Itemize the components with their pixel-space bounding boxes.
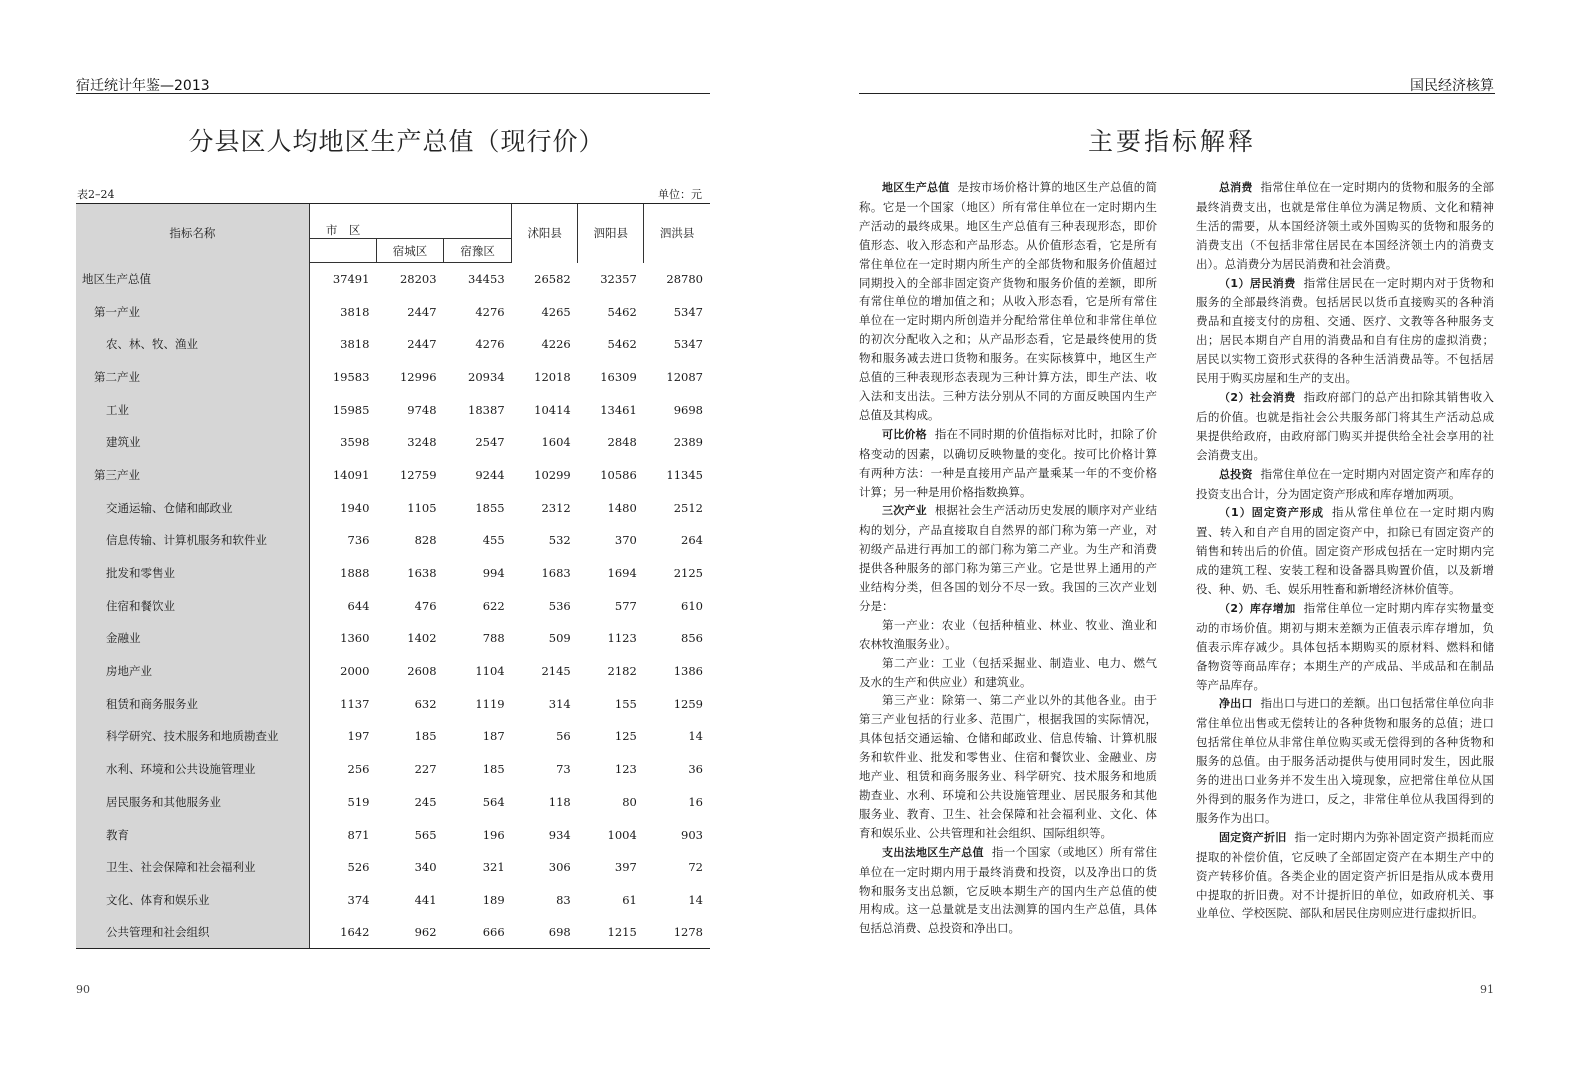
term-keyword: 净出口 [1219,697,1253,711]
right-page [793,0,1587,1077]
definition-text: 指政府部门的总产出扣除其销售收入后的价值。也就是指社会公共服务部门将其生产活动总成果提供给政府，由政府部门购买并提供给全社会享用的社会消费支出。 [1196,389,1495,462]
row-value: 185 [482,762,505,777]
row-value: 2447 [407,304,437,319]
row-value: 4265 [541,304,571,319]
row-value: 532 [548,533,571,548]
definition-paragraph [859,178,1157,425]
row-value: 125 [614,729,637,744]
definition-text: 指常住单位在一定时期内的货物和服务的全部最终消费支出，也就是常住单位为满足物质、文化和精神生活的需要，从本国经济领土或外国购买的货物和服务的消费支出（不包括非常住居民在本国经济领土内的消费支出）。总消费分为居民消费和社会消费。 [1196,180,1494,271]
text-column-2 [1196,178,1494,923]
term-keyword: 支出法地区生产总值 [882,845,984,859]
definition-text: 指出口与进口的差额。出口包括常住单位向非常住单位出售或无偿转让的各种货物和服务的总值；进口包括常住单位从非常住单位购买或无偿得到的各种货物和服务的总值。由于服务活动提供与使用同时发生，因此服务的进出口业务并不发生出入境现象，应把常住单位从国外得到的服务作为进口，反之，非常住单位从我国得到的服务作为出口。 [1196,696,1494,825]
table-row [76,557,710,590]
row-value: 1402 [407,631,437,646]
definition-text: 指常住单位在一定时期内对固定资产和库存的投资支出合计，分为固定资产形成和库存增加两项。 [1196,466,1494,501]
row-indicator-name: 工业 [76,393,309,426]
gdp-per-capita-table [76,203,710,949]
row-value: 3818 [340,337,370,352]
table-row [76,655,710,688]
table-row [76,687,710,720]
row-value: 1638 [407,566,437,581]
row-indicator-name: 第一产业 [76,295,309,328]
definition-paragraph [1196,828,1494,924]
row-value: 1855 [475,500,505,515]
row-value: 736 [347,533,370,548]
row-value: 1888 [340,566,370,581]
header-rule-left [76,93,710,94]
row-indicator-name: 居民服务和其他服务业 [76,786,309,819]
row-value: 2389 [673,435,703,450]
row-value: 197 [347,729,370,744]
row-value: 314 [548,696,571,711]
row-value: 2125 [673,566,703,581]
row-value: 256 [347,762,370,777]
definition-paragraph [1196,694,1494,827]
row-value: 632 [414,696,437,711]
table-row [76,491,710,524]
table-row [76,361,710,394]
row-value: 1360 [340,631,370,646]
definition-text: 第三产业：除第一、第二产业以外的其他各业。由于第三产业包括的行业多、范围广，根据我国的实际情况，具体包括交通运输、仓储和邮政业、信息传输、计算机服务和软件业、批发和零售业、住宿和餐饮业、金融业、房地产业、租赁和商务服务业、科学研究、技术服务和地质勘查业、水利、环境和公共设施管理业、居民服务和其他服务业、教育、卫生、社会保障和社会福利业、文化、体育和娱乐业、公共管理和社会组织、国际组织等。 [859,693,1157,840]
table-code: 表2–24 [77,188,115,201]
row-value: 227 [414,762,437,777]
row-value: 1215 [578,916,644,949]
row-value: 1278 [644,916,710,949]
definition-paragraph [859,425,1157,502]
row-value: 56 [556,729,571,744]
header-district-2: 宿豫区 [444,239,512,263]
row-value: 5347 [673,304,703,319]
row-value: 16 [688,794,703,809]
row-indicator-name: 信息传输、计算机服务和软件业 [76,524,309,557]
header-indicator-name: 指标名称 [76,204,309,263]
row-value: 476 [414,598,437,613]
row-value: 2145 [541,664,571,679]
row-indicator-name: 第三产业 [76,459,309,492]
row-value: 32357 [600,271,637,286]
row-value: 828 [414,533,437,548]
table-row [76,753,710,786]
row-value: 1604 [541,435,571,450]
term-keyword: 地区生产总值 [882,181,950,194]
row-indicator-name: 建筑业 [76,426,309,459]
row-value: 12759 [399,467,437,482]
definition-paragraph [1196,388,1494,465]
row-indicator-name: 教育 [76,818,309,851]
row-value: 2447 [407,337,437,352]
row-value: 9748 [407,402,437,417]
definition-text: 指一个国家（或地区）所有常住单位在一定时期内用于最终消费和投资，以及净出口的货物和服务支出总额，它反映本期生产的国内生产总值的使用构成。这一总量就是支出法测算的国内生产总值，具体包括总消费、总投资和净出口。 [859,844,1158,936]
row-value: 72 [688,860,703,875]
row-value: 10414 [534,402,571,417]
row-value: 1386 [673,664,703,679]
row-value: 509 [548,631,571,646]
row-indicator-name: 第二产业 [76,361,309,394]
header-city-total-spacer [309,239,376,263]
table-row [76,884,710,917]
row-value: 370 [614,533,637,548]
row-value: 5462 [607,304,637,319]
row-value: 1259 [673,696,703,711]
row-value: 644 [347,598,370,613]
term-keyword: 固定资产折旧 [1219,830,1287,844]
row-value: 73 [556,762,571,777]
definition-text: 指常住居民在一定时期内对于货物和服务的全部最终消费。包括居民以货币直接购买的各种消费品和直接支付的房租、交通、医疗、文教等各种服务支出；居民本期自产自用的消费品和自有住房的虚拟消费；居民以实物工资形式获得的各种生活消费品等。不包括居民用于购买房屋和生产的支出。 [1196,275,1495,386]
row-value: 14 [688,729,703,744]
table-row [76,916,710,949]
row-value: 80 [622,794,637,809]
row-value: 698 [512,916,578,949]
table-row [76,589,710,622]
definition-text: 是按市场价格计算的地区生产总值的简称。它是一个国家（地区）所有常住单位在一定时期内生产活动的最终成果。地区生产总值有三种表现形态，即价值形态、收入形态和产品形态。从价值形态看，它是所有常住单位在一定时期内所生产的全部货物和服务价值超过同期投入的全部非固定资产货物和服务价值的差额，即所有常住单位的增加值之和；从收入形态看，它是所有常住单位在一定时期内所创造并分配给常住单位和非常住单位的初次分配收入之和；从产品形态看，它是最终使用的货物和服务减去进口货物和服务。在实际核算中，地区生产总值的三种表现形态表现为三种计算方法，即生产法、收入法和支出法。三种方法分别从不同的方面反映国内生产总值及其构成。 [859,180,1157,422]
term-keyword: 总消费 [1219,181,1253,194]
row-value: 1105 [407,500,437,515]
row-value: 340 [414,860,437,875]
row-indicator-name: 租赁和商务服务业 [76,687,309,720]
row-value: 155 [614,696,637,711]
row-value: 4276 [475,304,505,319]
row-value: 2608 [407,664,437,679]
row-value: 577 [614,598,637,613]
row-value: 10586 [600,467,637,482]
row-value: 536 [548,598,571,613]
row-indicator-name: 地区生产总值 [76,263,309,296]
row-value: 3248 [407,435,437,450]
definition-paragraph [1196,503,1494,599]
row-value: 12996 [399,369,437,384]
term-keyword: （2）社会消费 [1219,390,1296,404]
row-value: 871 [347,827,370,842]
left-page [0,0,793,1077]
table-row [76,459,710,492]
row-value: 1119 [475,696,505,711]
row-value: 20934 [468,369,505,384]
row-value: 666 [444,916,512,949]
table-row [76,263,710,296]
definition-paragraph [1196,465,1494,504]
section-title: 主要指标解释 [1088,127,1257,156]
definition-text: 第二产业：工业（包括采掘业、制造业、电力、燃气及水的生产和供应业）和建筑业。 [859,655,1157,689]
header-county-3: 泗洪县 [644,204,710,263]
row-value: 12018 [534,369,571,384]
table-unit: 单位：元 [658,188,702,201]
row-value: 397 [614,860,637,875]
definition-paragraph [859,501,1157,615]
table-row [76,818,710,851]
row-value: 374 [347,892,370,907]
row-value: 2848 [607,435,637,450]
row-value: 455 [482,533,505,548]
row-value: 962 [376,916,443,949]
definition-text: 根据社会生产活动历史发展的顺序对产业结构的划分，产品直接取自自然界的部门称为第一产业，对初级产品进行再加工的部门称为第二产业。为生产和消费提供各种服务的部门称为第三产业。它是世界上通用的产业结构分类，但各国的划分不尽一致。我国的三次产业划分是： [859,503,1158,613]
table-row [76,851,710,884]
row-value: 441 [414,892,437,907]
row-value: 9244 [475,467,505,482]
row-indicator-name: 批发和零售业 [76,557,309,590]
row-value: 26582 [534,271,571,286]
row-value: 189 [482,892,505,907]
row-value: 2547 [475,435,505,450]
page-number-right: 91 [1480,983,1494,996]
header-district-1: 宿城区 [376,239,443,263]
row-value: 28780 [666,271,703,286]
row-indicator-name: 科学研究、技术服务和地质勘查业 [76,720,309,753]
row-value: 3818 [340,304,370,319]
definition-text: 指一定时期内为弥补固定资产损耗而应提取的补偿价值，它反映了全部固定资产在本期生产中的资产转移价值。各类企业的固定资产折旧是指从成本费用中提取的折旧费。对不计提折旧的单位，如政府机关、事业单位、学校医院、部队和居民住房则应进行虚拟折旧。 [1196,829,1494,921]
row-value: 28203 [399,272,437,287]
header-city-district: 市 区 [309,204,511,239]
header-county-2: 泗阳县 [578,204,644,263]
row-value: 903 [681,827,703,842]
running-head-right: 国民经济核算 [1410,78,1494,94]
row-value: 934 [548,827,571,842]
row-value: 526 [347,860,370,875]
table-title: 分县区人均地区生产总值（现行价） [188,127,605,156]
row-value: 610 [681,598,703,613]
row-value: 1104 [475,664,505,679]
row-value: 321 [482,860,505,875]
row-indicator-name: 文化、体育和娱乐业 [76,884,309,917]
definition-text: 指常住单位一定时期内库存实物量变动的市场价值。期初与期末差额为正值表示库存增加，负值表示库存减少。具体包括本期购买的原材料、燃料和储备物资等商品库存；本期生产的产成品、半成品和在制品等产品库存。 [1196,600,1495,692]
table-row [76,295,710,328]
row-value: 16309 [600,369,637,384]
definition-text: 第一产业：农业（包括种植业、林业、牧业、渔业和农林牧渔服务业）。 [859,617,1157,651]
row-value: 2512 [673,500,703,515]
row-value: 14 [688,892,703,907]
term-keyword: 可比价格 [882,427,927,441]
term-keyword: （1）居民消费 [1219,276,1296,290]
row-value: 1137 [340,696,370,711]
row-value: 519 [347,794,370,809]
row-value: 37491 [332,272,370,287]
row-value: 264 [681,533,703,548]
row-value: 245 [414,794,437,809]
definition-paragraph [1196,599,1494,695]
row-value: 123 [614,762,637,777]
page-number-left: 90 [76,983,90,996]
row-value: 13461 [600,402,637,417]
header-county-1: 沭阳县 [512,204,578,263]
row-value: 565 [414,827,437,842]
row-indicator-name: 公共管理和社会组织 [76,916,309,949]
row-value: 622 [482,598,505,613]
row-value: 9698 [673,402,703,417]
row-value: 4226 [541,337,571,352]
row-value: 36 [688,762,703,777]
row-value: 19583 [332,369,370,384]
term-keyword: 总投资 [1219,467,1253,481]
row-value: 1940 [340,500,370,515]
row-value: 83 [556,892,571,907]
term-keyword: 三次产业 [882,504,927,518]
row-value: 2000 [340,664,370,679]
running-head-left: 宿迁统计年鉴—2013 [76,78,210,94]
row-value: 3598 [340,435,370,450]
row-value: 2312 [541,500,571,515]
row-value: 1123 [607,631,637,646]
table-row [76,426,710,459]
row-indicator-name: 房地产业 [76,655,309,688]
row-indicator-name: 交通运输、仓储和邮政业 [76,491,309,524]
definition-paragraph [859,654,1157,692]
row-value: 118 [548,794,571,809]
term-keyword: （2）库存增加 [1219,601,1296,615]
row-value: 10299 [534,467,571,482]
table-row [76,786,710,819]
row-indicator-name: 住宿和餐饮业 [76,589,309,622]
row-value: 34453 [468,272,505,287]
row-value: 61 [622,892,637,907]
row-value: 1480 [607,500,637,515]
row-value: 1694 [607,566,637,581]
row-value: 788 [482,631,505,646]
row-indicator-name: 卫生、社会保障和社会福利业 [76,851,309,884]
row-value: 1683 [541,566,571,581]
row-value: 564 [482,794,505,809]
row-value: 185 [414,729,437,744]
table-row [76,720,710,753]
row-value: 1004 [607,827,637,842]
row-indicator-name: 金融业 [76,622,309,655]
definition-text: 指在不同时期的价值指标对比时，扣除了价格变动的因素，以确切反映物量的变化。按可比价格计算有两种方法：一种是直接用产品产量乘某一年的不变价格计算；另一种是用价格指数换算。 [859,426,1158,499]
row-value: 12087 [666,369,703,384]
definition-paragraph [859,843,1157,939]
definition-paragraph [859,616,1157,654]
row-indicator-name: 水利、环境和公共设施管理业 [76,753,309,786]
row-value: 4276 [475,337,505,352]
row-value: 5347 [673,337,703,352]
table-row [76,328,710,361]
definition-paragraph [859,691,1157,842]
definition-paragraph [1196,274,1494,388]
row-value: 994 [482,566,505,581]
row-value: 5462 [607,337,637,352]
text-column-1 [859,178,1157,938]
row-value: 1642 [309,916,376,949]
row-value: 196 [482,827,505,842]
term-keyword: （1）固定资产形成 [1219,506,1325,520]
table-row [76,393,710,426]
row-value: 187 [482,729,505,744]
table-row [76,524,710,557]
definition-paragraph [1196,178,1494,274]
row-value: 2182 [607,664,637,679]
header-rule-right [859,93,1495,94]
row-value: 306 [548,860,571,875]
table-row [76,622,710,655]
row-value: 14091 [332,467,370,482]
definition-text: 指从常住单位在一定时期内购置、转入和自产自用的固定资产中，扣除已有固定资产的销售和转出后的价值。固定资产形成包括在一定时期内完成的建筑工程、安装工程和设备器具购置价值，以及新增役、种、奶、毛、娱乐用牲畜和新增经济林价值等。 [1196,505,1494,597]
row-indicator-name: 农、林、牧、渔业 [76,328,309,361]
row-value: 11345 [666,467,703,482]
row-value: 856 [681,631,703,646]
row-value: 15985 [332,402,370,417]
row-value: 18387 [468,402,505,417]
